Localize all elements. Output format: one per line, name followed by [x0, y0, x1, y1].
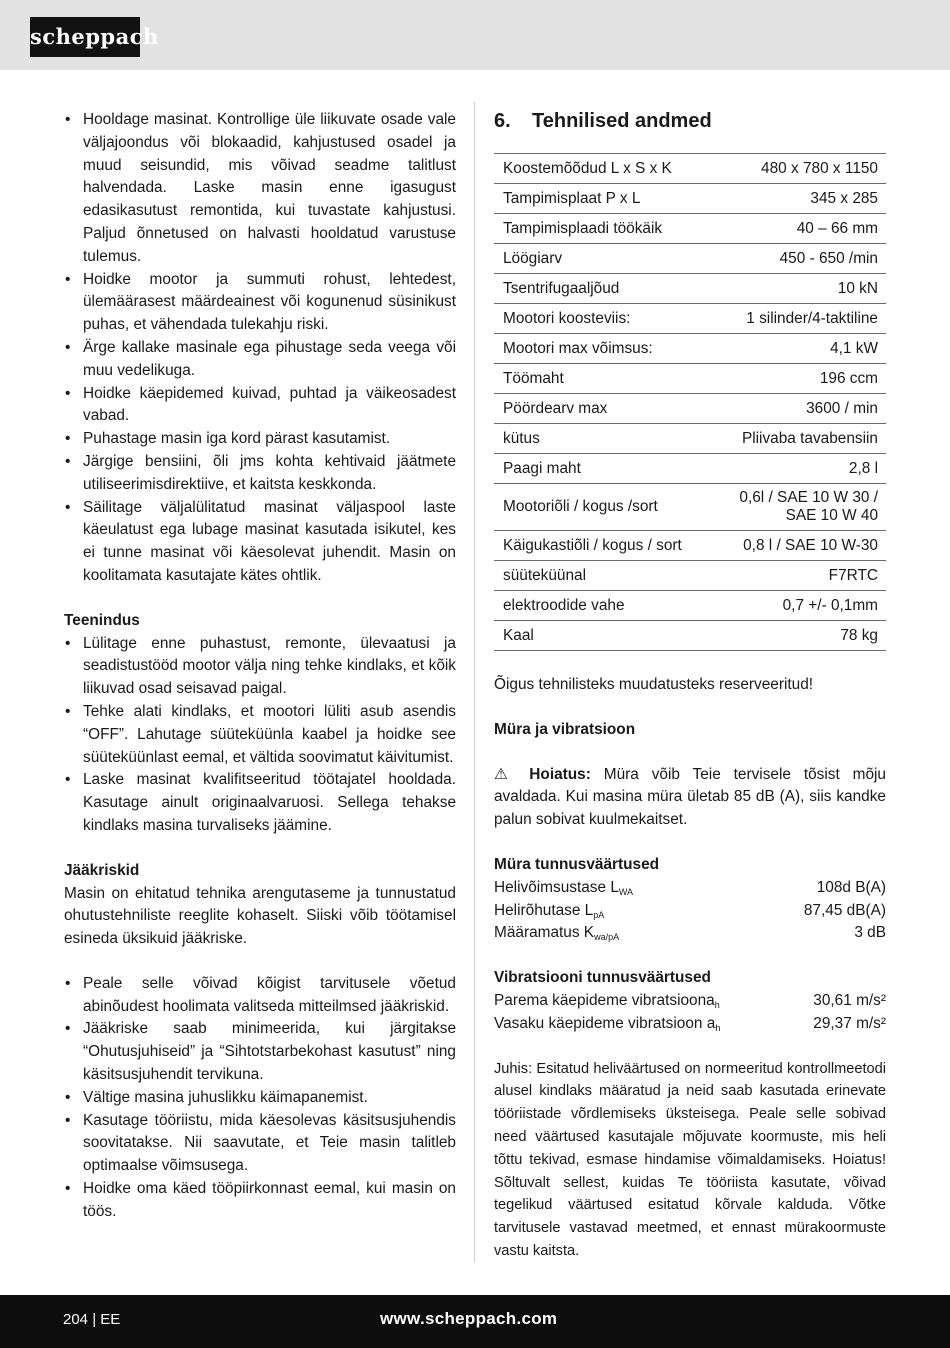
vibration-value-row-label-text: Parema käepideme vibratsioona: [494, 991, 715, 1009]
service-item: • Laske masinat kvalifitseeritud töötajatel hooldada. Kasutage ainult originaalvaruosi. Sellega tehakse kindlaks masina turvaliseks jäämine.: [64, 769, 456, 837]
spec-value: 4,1 kW: [712, 334, 886, 364]
maintenance-item: • Ärge kallake masinale ega pihustage seda veega või muu vedelikuga.: [64, 337, 456, 383]
residual-text: Masin on ehitatud tehnika arengutaseme ja tunnustatud ohutustehniliste reeglite kohaselt. Siiski võib töötamisel esineda üksikuid jääkriske.: [64, 884, 456, 948]
maintenance-item: • Hooldage masinat. Kontrollige üle liikuvate osade vale väljajoondus või blokaadid, kahjustused osadel ja muud seisundid, mis võivad seadme talitlust halvendada. Laske masin enne igasugust edasikasutust remontida, kui tuvastate kahjustusi. Paljud õnnetused on halvasti hooldatud varustuse tulemus.: [64, 109, 456, 269]
spec-row: [494, 364, 886, 394]
residual-list: [64, 973, 456, 1224]
spec-row: [494, 424, 886, 454]
vibration-value-row: [494, 990, 886, 1013]
vibration-value-row: [494, 1013, 886, 1036]
right-column: [494, 109, 886, 1263]
noise-value-row-label-text: Helirõhutase L: [494, 901, 594, 919]
page-header: [0, 0, 950, 70]
maintenance-list: [64, 109, 456, 588]
residual-item: • Kasutage tööriistu, mida käesolevas käsitsusjuhendis soovitatakse. Nii saavutate, et Teie masin talitleb optimaalse võimsusega.: [64, 1110, 456, 1178]
section-title: [494, 109, 886, 133]
spec-value: 10 kN: [712, 274, 886, 304]
spec-value: 1 silinder/4-taktiline: [712, 304, 886, 334]
residual-item: • Hoidke oma käed tööpiirkonnast eemal, kui masin on töös.: [64, 1178, 456, 1224]
spec-value: 0,8 l / SAE 10 W-30: [712, 531, 886, 561]
spec-row: [494, 454, 886, 484]
spec-value: 0,6l / SAE 10 W 30 / SAE 10 W 40: [712, 484, 886, 531]
spec-label: Tampimisplaat P x L: [494, 184, 712, 214]
spec-row: [494, 214, 886, 244]
section-title-text: Tehnilised andmed: [532, 110, 712, 132]
noise-value-row-label-text: Helivõimsustase L: [494, 878, 619, 896]
specs-table: [494, 153, 886, 651]
spec-row: [494, 154, 886, 184]
spec-label: Kaal: [494, 621, 712, 651]
spec-row: [494, 334, 886, 364]
section-number: 6.: [494, 110, 511, 132]
noise-values-heading: Müra tunnusväärtused: [494, 855, 660, 873]
noise-value-row-value: 87,45 dB(A): [803, 901, 886, 919]
noise-value-row-subscript: wa/pA: [594, 932, 620, 943]
spec-row: [494, 591, 886, 621]
spec-label: Mootori max võimsus:: [494, 334, 712, 364]
warning-label: Hoiatus:: [529, 765, 591, 783]
spec-label: Töömaht: [494, 364, 712, 394]
residual-item: • Jääkriske saab minimeerida, kui järgitakse “Ohutusjuhiseid” ja “Sihtotstarbekohast kasutust” ning käsitsusjuhendit tervikuna.: [64, 1018, 456, 1086]
spec-value: 196 ccm: [712, 364, 886, 394]
page-separator: |: [92, 1311, 97, 1328]
maintenance-item: • Puhastage masin iga kord pärast kasutamist.: [64, 428, 456, 451]
page-number-value: 204: [63, 1311, 89, 1328]
noise-values: [494, 877, 886, 945]
service-item: • Tehke alati kindlaks, et mootori lüliti asub asendis “OFF”. Lahutage süüteküünla kaabel ja hoidke see süüteküünlast eemal, et vältida soovimatut käivitumist.: [64, 701, 456, 769]
spec-label: Paagi maht: [494, 454, 712, 484]
spec-value: 480 x 780 x 1150: [712, 154, 886, 184]
spec-row: [494, 621, 886, 651]
page-number: [63, 1311, 120, 1328]
noise-note: Juhis: Esitatud heliväärtused on normeeritud kontrollmeetodi alusel kindlaks määratud ja neid saab kasutada erinevate tööriistade võrdlemiseks üksteisega. Peale selle sobivad need väärtused kasutajale mõjuvate koormuste, mis heli tõttu tekivad, esmase hindamise võimaldamiseks. Hoiatus! Sõltuvalt sellest, kuidas Te tööriista kasutate, võivad tegelikud väärtused esitatud kõrvale kalduda. Võtke tarvitusele vastavad meetmed, et ennast mürakoormuste vastu kaitsta.: [494, 1060, 886, 1259]
spec-value: 0,7 +/- 0,1mm: [712, 591, 886, 621]
spec-label: Mootoriõli / kogus /sort: [494, 484, 712, 531]
spec-value: 345 x 285: [712, 184, 886, 214]
spec-value: 3600 / min: [712, 394, 886, 424]
spec-row: [494, 304, 886, 334]
spec-row: [494, 274, 886, 304]
reserve-note: Õigus tehnilisteks muudatusteks reserveeritud!: [494, 676, 814, 693]
warning-text: Müra võib Teie tervisele tõsist mõju avaldada. Kui masina müra ületab 85 dB (A), siis kandke palun sobivat kuulmekaitset.: [494, 765, 886, 829]
spec-label: Tsentrifugaaljõud: [494, 274, 712, 304]
page-footer: [0, 1295, 950, 1348]
vibration-value-row-subscript: h: [715, 1022, 721, 1033]
spec-value: Pliivaba tavabensiin: [712, 424, 886, 454]
noise-value-row-value: 108d B(A): [816, 878, 886, 896]
vibration-value-row-label: [494, 990, 720, 1013]
service-item: • Lülitage enne puhastust, remonte, ülevaatusi ja seadistustööd mootor välja ning tehke kindlaks, et kõik liikuvad osad seisavad paigal.: [64, 633, 456, 701]
vibration-value-row-subscript: h: [714, 999, 720, 1010]
language-code: EE: [100, 1311, 121, 1328]
spec-row: [494, 184, 886, 214]
spec-label: Käigukastiõli / kogus / sort: [494, 531, 712, 561]
spec-label: Mootori koosteviis:: [494, 304, 712, 334]
spec-value: 40 – 66 mm: [712, 214, 886, 244]
warning-icon: ⚠: [494, 765, 517, 783]
spec-label: elektroodide vahe: [494, 591, 712, 621]
spec-row: [494, 244, 886, 274]
maintenance-item: • Järgige bensiini, õli jms kohta kehtivaid jäätmete utiliseerimisdirektiive, et kaitsta keskkonda.: [64, 451, 456, 497]
vibration-value-row-value: 30,61 m/s²: [813, 991, 886, 1009]
spec-row: [494, 484, 886, 531]
spec-value: 78 kg: [712, 621, 886, 651]
noise-value-row-label: [494, 922, 619, 945]
spec-label: Tampimisplaadi töökäik: [494, 214, 712, 244]
spec-row: [494, 394, 886, 424]
service-list: [64, 633, 456, 838]
noise-value-row-subscript: WA: [618, 886, 634, 897]
spec-row: [494, 531, 886, 561]
maintenance-item: • Hoidke käepidemed kuivad, puhtad ja väikeosadest vabad.: [64, 383, 456, 429]
noise-value-row-label-text: Määramatus K: [494, 924, 595, 942]
spec-label: Löögiarv: [494, 244, 712, 274]
noise-warning: [494, 764, 886, 832]
column-divider: [474, 102, 475, 1262]
residual-item: • Vältige masina juhuslikku käimapanemist.: [64, 1087, 456, 1110]
noise-value-row-label: [494, 900, 604, 923]
spec-label: Pöördearv max: [494, 394, 712, 424]
spec-value: F7RTC: [712, 561, 886, 591]
website-link[interactable]: www.scheppach.com: [380, 1309, 558, 1328]
residual-heading: Jääkriskid: [64, 861, 140, 879]
noise-value-row-value: 3 dB: [854, 924, 886, 942]
maintenance-item: • Säilitage väljalülitatud masinat väljaspool laste käeulatust ega lubage masinat kasutada isikutel, kes ei tunne masinat või käesolevat juhendit. Masin on koolitamata kasutajate kätes ohtlik.: [64, 497, 456, 588]
residual-item: • Peale selle võivad kõigist tarvitusele võetud abinõudest hoolimata valitseda mitteilmsed jääkriskid.: [64, 973, 456, 1019]
noise-value-row-label: [494, 877, 633, 900]
spec-label: Koostemõõdud L x S x K: [494, 154, 712, 184]
noise-value-row: [494, 922, 886, 945]
noise-value-row-subscript: pA: [593, 909, 605, 920]
scheppach-logo: scheppach: [30, 17, 140, 57]
spec-label: süüteküünal: [494, 561, 712, 591]
spec-value: 2,8 l: [712, 454, 886, 484]
vibration-heading: Vibratsiooni tunnusväärtused: [494, 969, 711, 987]
spec-row: [494, 561, 886, 591]
spec-value: 450 - 650 /min: [712, 244, 886, 274]
left-column: [64, 109, 456, 1224]
vibration-value-row-label: [494, 1013, 720, 1036]
vibration-value-row-value: 29,37 m/s²: [813, 1014, 886, 1032]
service-heading: Teenindus: [64, 611, 140, 629]
vibration-values: [494, 990, 886, 1036]
noise-value-row: [494, 877, 886, 900]
noise-value-row: [494, 900, 886, 923]
spec-label: kütus: [494, 424, 712, 454]
vibration-value-row-label-text: Vasaku käepideme vibratsioon a: [494, 1014, 716, 1032]
maintenance-item: • Hoidke mootor ja summuti rohust, lehtedest, ülemäärasest määrdeainest või kogunenud süsinikust puhas, et vähendada tulekahju riski.: [64, 269, 456, 337]
noise-heading: Müra ja vibratsioon: [494, 720, 636, 738]
